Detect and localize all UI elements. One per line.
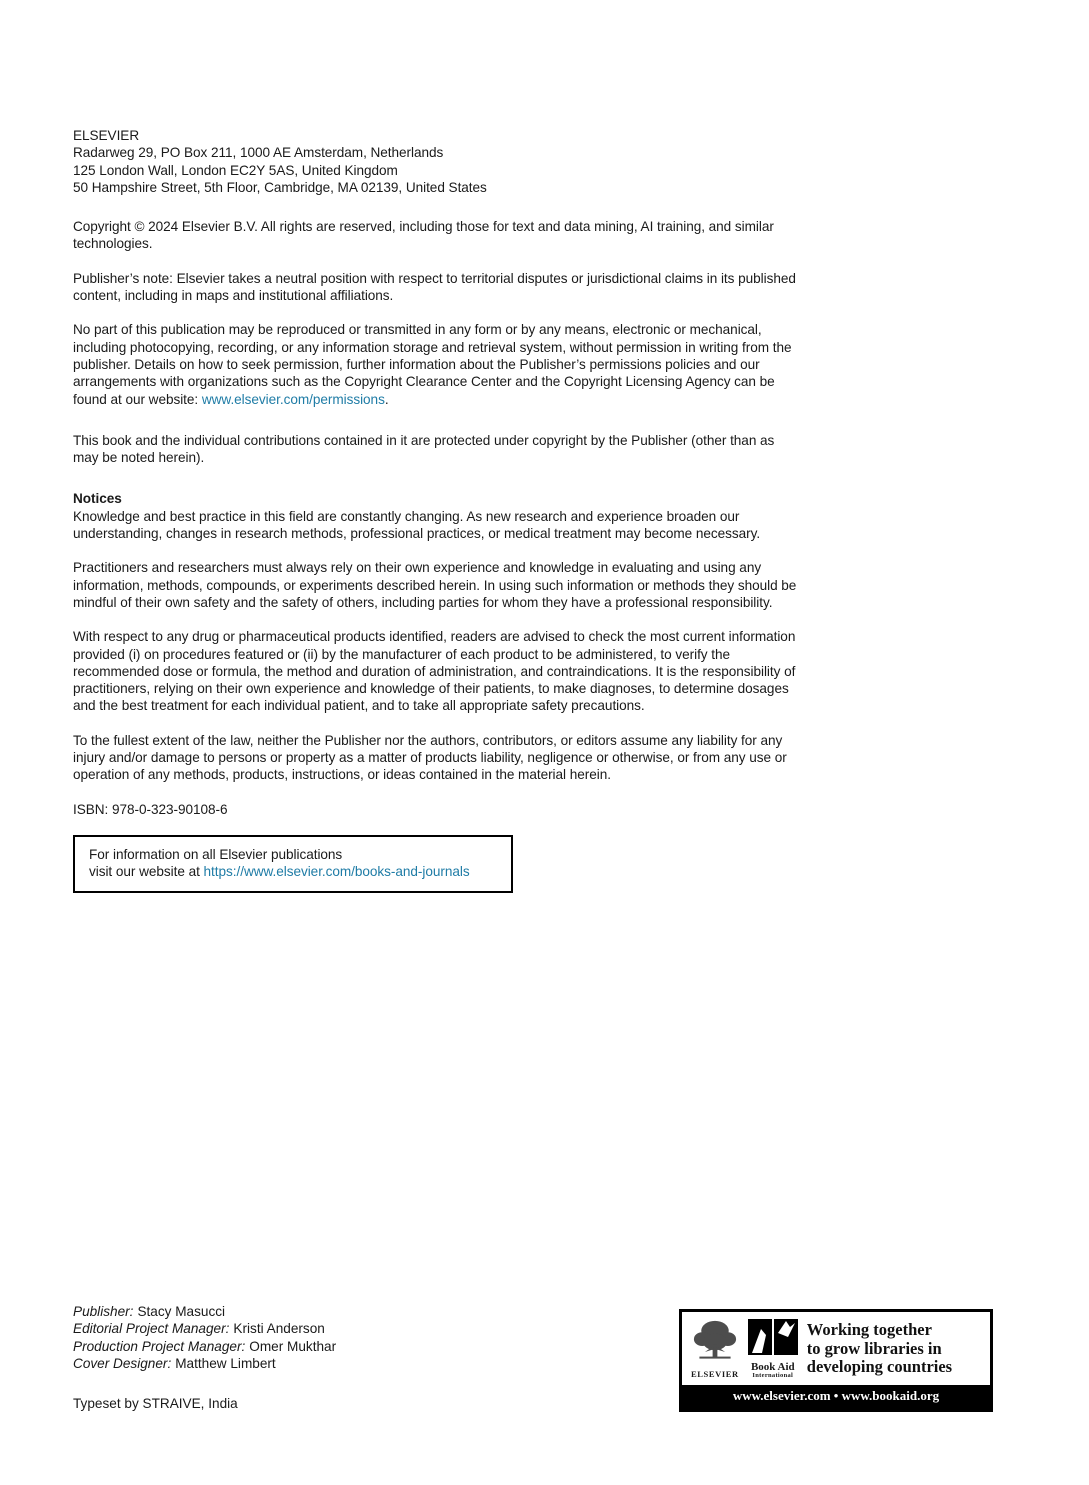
isbn-line: ISBN: 978-0-323-90108-6 (73, 801, 228, 817)
credit-cover-designer (73, 1355, 336, 1372)
paragraph-notices-1: Knowledge and best practice in this field are constantly changing. As new research and experience broaden our understanding, changes in research methods, professional practices, or medical treatment may become necessary. (73, 508, 761, 542)
bookaid-logo-block (748, 1319, 798, 1379)
bookaid-banner (679, 1309, 993, 1412)
credit-name: Kristi Anderson (233, 1321, 325, 1337)
address-line: 50 Hampshire Street, 5th Floor, Cambridge, MA 02139, United States (73, 179, 487, 195)
paragraph-notices-2: Practitioners and researchers must always rely on their own experience and knowledge in evaluating and using any information, methods, compounds, or experiments described herein. In using such information or methods they should be mindful of their own safety and the safety of others, including parties for whom they have a professional responsibility. (73, 560, 797, 610)
permissions-text: No part of this publication may be reproduced or transmitted in any form or by any means, electronic or mechanical, including photocopying, recording, or any information storage and retrieval system, without permission in writing from the publisher. Details on how to seek permission, further information about the Publisher’s permissions policies and our arrangements with organizations such as the Copyright Clearance Center and the Copyright Licensing Agency can be found at our website: (73, 322, 792, 407)
address-line: Radarweg 29, PO Box 211, 1000 AE Amsterdam, Netherlands (73, 145, 444, 161)
tagline-line: to grow libraries in (806, 1338, 942, 1358)
permissions-link[interactable]: www.elsevier.com/permissions (201, 391, 385, 407)
elsevier-logo-label: ELSEVIER (691, 1369, 739, 1379)
bookaid-logo-icon (748, 1319, 798, 1360)
info-box-line1: For information on all Elsevier publications (89, 846, 343, 862)
permissions-text-after: . (384, 391, 389, 407)
paragraph-permissions (73, 321, 797, 407)
credit-label: Publisher: (73, 1304, 134, 1319)
credit-name: Stacy Masucci (137, 1304, 226, 1319)
notices-heading: Notices (73, 491, 122, 507)
main-text-column (73, 127, 797, 893)
paragraph-notices-3: With respect to any drug or pharmaceutical products identified, readers are advised to check the most current information provided (i) on procedures featured or (ii) by the manufacturer of each product to be administered, to verify the recommended dose or formula, the method and duration of administration, and contraindications. It is the responsibility of practitioners, relying on their own experience and knowledge of their patients, to make diagnoses, to determine dosages and the best treatment for each individual patient, and to take all appropriate safety precautions. (73, 629, 796, 714)
publisher-name: ELSEVIER (73, 128, 140, 143)
paragraph-protected: This book and the individual contributions contained in it are protected under copyright by the Publisher (other than as may be noted herein). (73, 432, 775, 466)
credit-editorial-project-manager (73, 1320, 336, 1337)
bookaid-banner-frame (679, 1309, 993, 1412)
books-and-journals-link[interactable]: https://www.elsevier.com/books-and-journals (203, 864, 470, 880)
credit-label: Production Project Manager: (73, 1338, 246, 1354)
bookaid-logo-subtitle: International (752, 1372, 794, 1379)
credit-name: Matthew Limbert (175, 1355, 276, 1371)
paragraph-liability: To the fullest extent of the law, neither the Publisher nor the authors, contributors, or editors assume any liability for any injury and/or damage to persons or property as a matter of products liability, negligence or otherwise, or from any use or operation of any methods, products, instructions, or ideas contained in the material herein. (73, 732, 787, 783)
info-box-line2 (89, 863, 497, 880)
typeset-line: Typeset by STRAIVE, India (73, 1396, 238, 1411)
staff-credits (73, 1303, 336, 1372)
address-line: 125 London Wall, London EC2Y 5AS, United Kingdom (73, 162, 398, 178)
bookaid-banner-logos (682, 1312, 990, 1385)
paragraph-publishers-note: Publisher’s note: Elsevier takes a neutral position with respect to territorial disputes or jurisdictional claims in its published content, including in maps and institutional affiliations. (73, 270, 796, 304)
tagline-line: Working together (806, 1320, 932, 1340)
bookaid-logo-name: Book Aid (750, 1361, 795, 1373)
credit-production-project-manager (73, 1338, 336, 1355)
credit-label: Cover Designer: (73, 1355, 172, 1371)
publisher-address-block (73, 127, 797, 196)
credit-publisher (73, 1303, 336, 1320)
tagline-line: developing countries (806, 1357, 953, 1377)
info-box-line2-prefix: visit our website at (89, 864, 204, 880)
bookaid-banner-urls: www.elsevier.com • www.bookaid.org (682, 1385, 990, 1409)
elsevier-info-box (73, 835, 513, 893)
elsevier-logo-block (691, 1319, 739, 1379)
paragraph-copyright: Copyright © 2024 Elsevier B.V. All rights are reserved, including those for text and data mining, AI training, and similar technologies. (73, 219, 774, 252)
credit-name: Omer Mukthar (249, 1338, 337, 1354)
credit-label: Editorial Project Manager: (73, 1321, 230, 1337)
elsevier-tree-icon (692, 1319, 738, 1368)
bookaid-tagline (807, 1321, 952, 1377)
